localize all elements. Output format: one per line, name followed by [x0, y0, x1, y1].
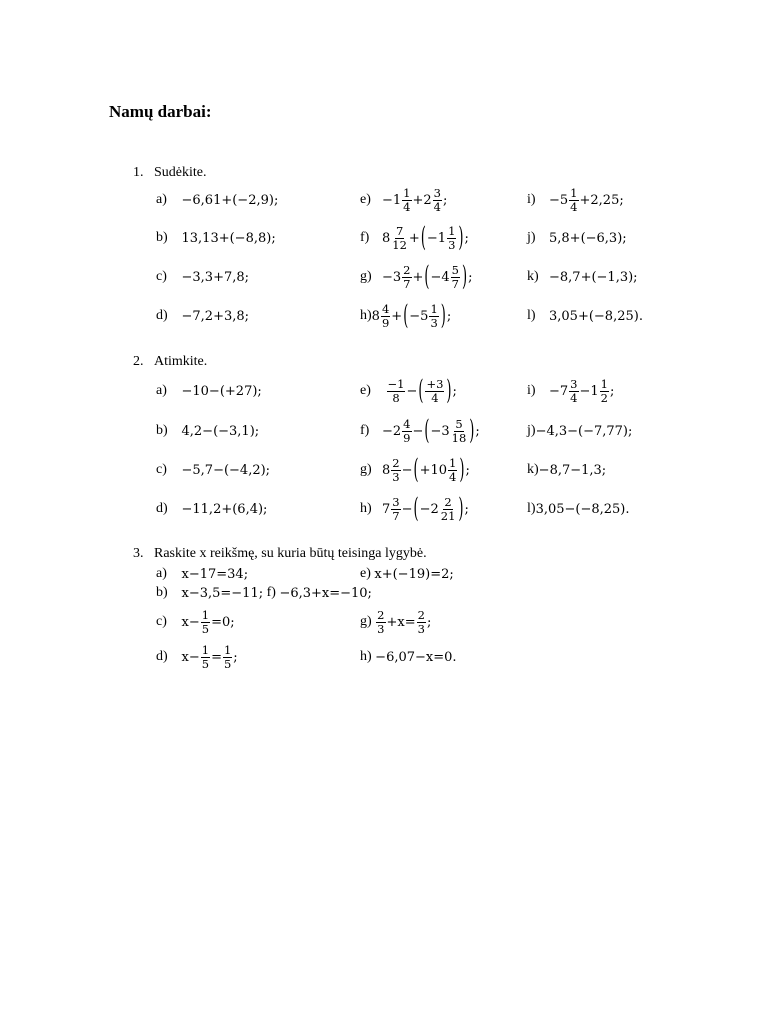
exercise-2i: [527, 371, 614, 411]
exercise-2f: [360, 411, 480, 451]
item-label: c): [156, 269, 167, 284]
expression: 5,8+(−6,3);: [549, 230, 627, 246]
exercise-3e: [360, 554, 454, 594]
expression: 4,2−(−3,1);: [181, 423, 260, 439]
exercise-1c: [156, 257, 249, 297]
item-label: e): [360, 566, 371, 581]
item-label: h): [360, 501, 372, 516]
exercise-1i: [527, 180, 624, 220]
exercise-2k: [527, 450, 606, 490]
expression: −6,61+(−2,9);: [181, 192, 279, 208]
expression: 8 $\frac{2}{3}$ − ( +10 $\frac{1}{4}$ ) ;: [382, 454, 470, 486]
exercise-3g: [360, 602, 431, 642]
expression: $\frac{-1}{8}$ − ( $\frac{+3}{4}$ ) ;: [387, 375, 457, 407]
item-label: j): [527, 423, 536, 438]
section-number: 2.: [133, 354, 144, 369]
expression: −5 $\frac{1}{4}$ +2,25;: [549, 186, 624, 214]
section-number: 1.: [133, 165, 144, 180]
section-title: Atimkite.: [154, 354, 208, 369]
section-1-heading: [133, 165, 207, 181]
expression: −4,3−(−7,77);: [535, 423, 633, 439]
expression: x−17=34;: [181, 566, 249, 582]
exercise-3c: [156, 602, 235, 642]
exercise-3h: [360, 637, 457, 677]
expression: −8,7+(−1,3);: [549, 269, 638, 285]
expression: 3,05−(−8,25).: [535, 501, 630, 517]
expression: x−3,5=−11;: [181, 585, 264, 601]
item-label: b): [156, 585, 168, 600]
expression: $\frac{2}{3}$ +x= $\frac{2}{3}$ ;: [377, 608, 432, 636]
item-label: i): [527, 383, 536, 398]
item-label: h): [360, 308, 372, 323]
item-label: a): [156, 192, 167, 207]
expression: 8 $\frac{7}{12}$ + ( −1 $\frac{1}{3}$ ) ;: [382, 222, 469, 254]
exercise-1b: [156, 218, 276, 258]
exercise-2c: [156, 450, 270, 490]
item-label: e): [360, 192, 371, 207]
page-title: Namų darbai:: [109, 102, 212, 121]
item-label: b): [156, 423, 168, 438]
item-label: h): [360, 649, 372, 664]
item-label: a): [156, 566, 167, 581]
item-label: j): [527, 230, 536, 245]
expression: x− $\frac{1}{5}$ =0;: [181, 608, 235, 636]
item-label: f): [360, 230, 370, 245]
exercise-1g: [360, 257, 472, 297]
item-label: l): [527, 501, 536, 516]
exercise-2j: [527, 411, 632, 451]
exercise-1j: [527, 218, 627, 258]
item-label: f): [266, 585, 276, 600]
item-label: a): [156, 383, 167, 398]
expression: −6,07−x=0.: [375, 649, 457, 665]
exercise-1e: [360, 180, 447, 220]
item-label: d): [156, 308, 168, 323]
expression: −5,7−(−4,2);: [181, 462, 271, 478]
expression: −7 $\frac{3}{4}$ −1 $\frac{1}{2}$ ;: [549, 377, 615, 405]
exercise-1l: [527, 296, 643, 336]
item-label: e): [360, 383, 371, 398]
section-2-heading: [133, 354, 207, 370]
item-label: g): [360, 614, 372, 629]
item-label: d): [156, 501, 168, 516]
exercise-2e: [360, 371, 457, 411]
expression: −8,7−1,3;: [538, 462, 607, 478]
section-number: 3.: [133, 546, 144, 561]
expression: 13,13+(−8,8);: [181, 230, 276, 246]
expression: x+(−19)=2;: [374, 566, 454, 582]
exercise-2d: [156, 489, 267, 529]
item-label: g): [360, 269, 372, 284]
item-label: c): [156, 614, 167, 629]
item-label: k): [527, 462, 539, 477]
exercise-1d: [156, 296, 249, 336]
exercise-2l: [527, 489, 630, 529]
item-label: l): [527, 308, 536, 323]
exercise-1h: [360, 296, 451, 336]
exercise-2a: [156, 371, 262, 411]
item-label: i): [527, 192, 536, 207]
exercise-3d: [156, 637, 238, 677]
expression: −2 $\frac{4}{9}$ − ( −3 $\frac{5}{18}$ ) ;: [382, 415, 480, 447]
expression: 8 $\frac{4}{9}$ + ( −5 $\frac{1}{3}$ ) ;: [371, 300, 452, 332]
item-label: f): [360, 423, 370, 438]
section-title: Sudėkite.: [154, 165, 207, 180]
exercise-1f: [360, 218, 469, 258]
expression: −11,2+(6,4);: [181, 501, 268, 517]
expression: −7,2+3,8;: [181, 308, 250, 324]
expression: 3,05+(−8,25).: [549, 308, 643, 324]
section-title: Raskite x reikšmę, su kuria būtų teisinga lygybė.: [154, 546, 427, 561]
expression: −3,3+7,8;: [181, 269, 250, 285]
item-label: k): [527, 269, 539, 284]
expression: −3 $\frac{2}{7}$ + ( −4 $\frac{5}{7}$ ) ;: [382, 261, 473, 293]
expression: −6,3+x=−10;: [279, 585, 372, 601]
item-label: d): [156, 649, 168, 664]
expression: x− $\frac{1}{5}$ = $\frac{1}{5}$ ;: [181, 643, 238, 671]
exercise-2h: [360, 489, 469, 529]
expression: −1 $\frac{1}{4}$ +2 $\frac{3}{4}$ ;: [382, 186, 448, 214]
exercise-2b: [156, 411, 259, 451]
exercise-1k: [527, 257, 638, 297]
exercise-2g: [360, 450, 470, 490]
item-label: g): [360, 462, 372, 477]
expression: −10−(+27);: [181, 383, 262, 399]
expression: 7 $\frac{3}{7}$ − ( −2 $\frac{2}{21}$ ) ;: [382, 493, 469, 525]
exercise-1a: [156, 180, 278, 220]
item-label: b): [156, 230, 168, 245]
item-label: c): [156, 462, 167, 477]
